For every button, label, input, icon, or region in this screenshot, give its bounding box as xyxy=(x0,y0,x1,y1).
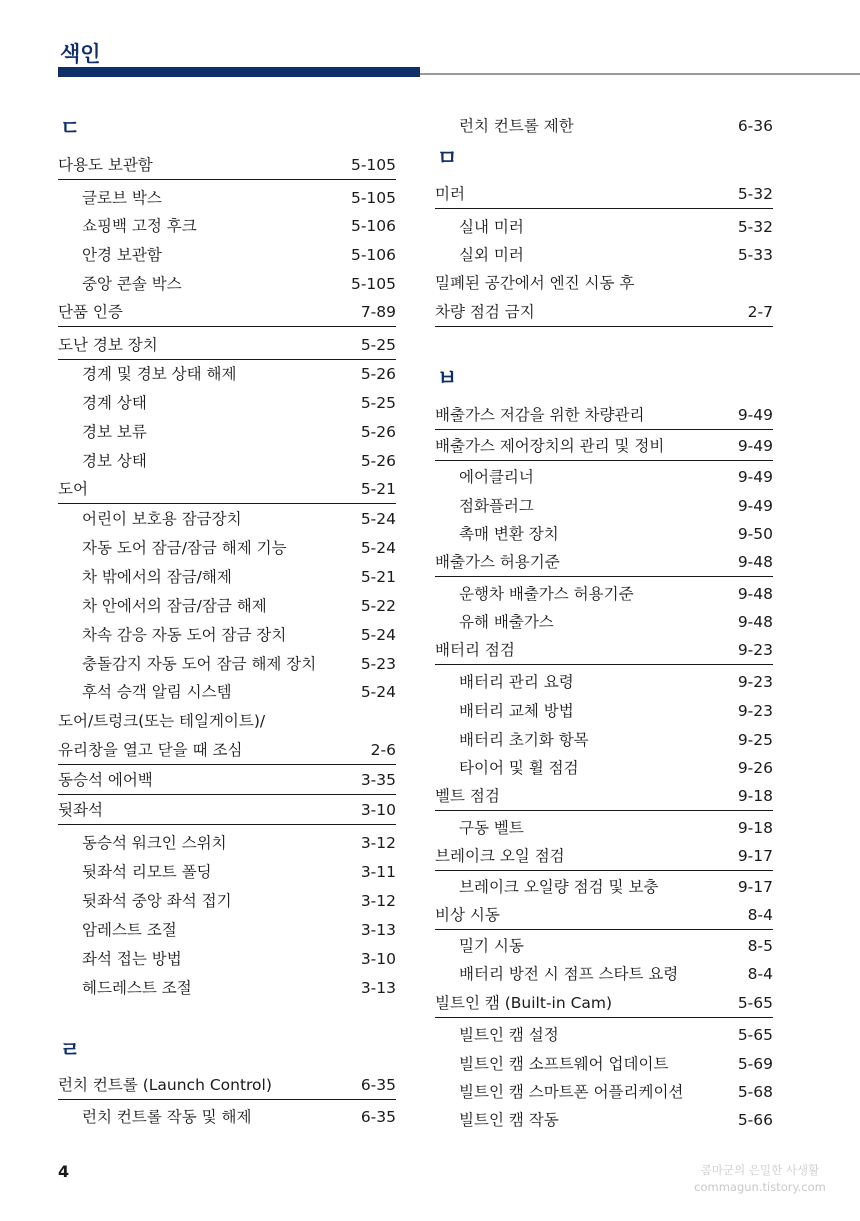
entry-page-ref: 3-35 xyxy=(360,771,396,789)
entry-page-ref: 3-10 xyxy=(360,801,396,819)
entry-label: 구동 벨트 xyxy=(459,819,524,837)
entry-label: 유리창을 열고 닫을 때 조심 xyxy=(58,741,243,759)
entry-page-ref: 5-22 xyxy=(360,597,396,615)
entry-page-ref: 9-18 xyxy=(737,787,773,805)
header-divider-dark xyxy=(58,67,420,77)
entry-label: 유해 배출가스 xyxy=(459,613,554,631)
entry-page-ref: 8-5 xyxy=(747,937,773,955)
index-entry xyxy=(58,797,396,825)
entry-page-ref: 5-65 xyxy=(737,994,773,1012)
index-subentry xyxy=(435,580,773,608)
index-subentry xyxy=(435,814,773,842)
entry-page-ref: 9-49 xyxy=(737,497,773,515)
entry-page-ref: 7-89 xyxy=(360,303,396,321)
index-subentry xyxy=(435,726,773,754)
entry-label: 경보 상태 xyxy=(82,452,147,470)
index-subentry xyxy=(435,873,773,901)
index-entry xyxy=(58,332,396,360)
entry-label: 빌트인 캠 스마트폰 어플리케이션 xyxy=(459,1083,684,1101)
index-subentry xyxy=(58,678,396,706)
index-entry xyxy=(58,737,396,765)
entry-label: 도어 xyxy=(58,480,88,498)
entry-page-ref: 3-11 xyxy=(360,863,396,881)
entry-label: 런치 컨트롤 제한 xyxy=(459,117,574,135)
entry-label: 실내 미러 xyxy=(459,218,524,236)
watermark xyxy=(660,1162,860,1196)
entry-page-ref: 9-23 xyxy=(737,673,773,691)
entry-label: 충돌감지 자동 도어 잠금 해제 장치 xyxy=(82,655,317,673)
entry-page-ref: 5-106 xyxy=(350,217,396,235)
index-subentry xyxy=(435,112,773,140)
entry-label: 배터리 관리 요령 xyxy=(459,673,574,691)
entry-label: 중앙 콘솔 박스 xyxy=(82,275,182,293)
entry-label: 동승석 워크인 스위치 xyxy=(82,834,227,852)
index-subentry xyxy=(435,1021,773,1049)
index-subentry xyxy=(435,463,773,491)
entry-page-ref: 5-25 xyxy=(360,336,396,354)
entry-page-ref: 5-24 xyxy=(360,626,396,644)
entry-label: 비상 시동 xyxy=(435,906,500,924)
index-entry xyxy=(58,1072,396,1100)
entry-page-ref: 6-35 xyxy=(360,1108,396,1126)
section-letter: ㅂ xyxy=(437,366,458,390)
entry-page-ref: 9-48 xyxy=(737,613,773,631)
entry-label: 배터리 점검 xyxy=(435,641,515,659)
index-subentry xyxy=(58,887,396,915)
index-subentry xyxy=(58,447,396,475)
index-subentry xyxy=(435,1050,773,1078)
index-subentry xyxy=(58,650,396,678)
entry-page-ref: 9-23 xyxy=(737,641,773,659)
entry-label: 도어/트렁크(또는 테일게이트)/ xyxy=(58,712,266,730)
entry-label: 브레이크 오일량 점검 및 보충 xyxy=(459,878,659,896)
index-subentry xyxy=(58,389,396,417)
index-subentry xyxy=(435,697,773,725)
index-title: 색인 xyxy=(60,42,101,66)
index-subentry xyxy=(435,1078,773,1106)
entry-page-ref: 5-65 xyxy=(737,1026,773,1044)
entry-label: 다용도 보관함 xyxy=(58,156,153,174)
entry-label: 배출가스 제어장치의 관리 및 정비 xyxy=(435,437,665,455)
entry-page-ref: 5-26 xyxy=(360,423,396,441)
index-entry xyxy=(58,299,396,327)
entry-page-ref: 5-32 xyxy=(737,185,773,203)
entry-label: 뒷좌석 중앙 좌석 접기 xyxy=(82,892,232,910)
entry-label: 타이어 및 휠 점검 xyxy=(459,759,579,777)
entry-label: 실외 미러 xyxy=(459,246,524,264)
entry-label: 차 안에서의 잠금/잠금 해제 xyxy=(82,597,267,615)
entry-page-ref: 9-26 xyxy=(737,759,773,777)
entry-page-ref: 8-4 xyxy=(747,906,773,924)
index-entry xyxy=(58,708,396,736)
index-entry xyxy=(58,476,396,504)
entry-label: 자동 도어 잠금/잠금 해제 기능 xyxy=(82,539,287,557)
index-subentry xyxy=(435,492,773,520)
entry-label: 헤드레스트 조절 xyxy=(82,979,192,997)
entry-label: 에어클리너 xyxy=(459,468,534,486)
entry-page-ref: 9-49 xyxy=(737,437,773,455)
index-entry xyxy=(435,181,773,209)
index-subentry xyxy=(58,916,396,944)
index-subentry xyxy=(58,621,396,649)
index-entry xyxy=(435,270,773,298)
entry-label: 브레이크 오일 점검 xyxy=(435,847,565,865)
index-subentry xyxy=(58,270,396,298)
entry-label: 안경 보관함 xyxy=(82,246,162,264)
entry-label: 차량 점검 금지 xyxy=(435,303,535,321)
watermark-line-1: 콤마군의 은밀한 사생활 xyxy=(700,1163,820,1177)
entry-page-ref: 5-32 xyxy=(737,218,773,236)
entry-label: 경보 보류 xyxy=(82,423,147,441)
entry-page-ref: 5-21 xyxy=(360,568,396,586)
entry-label: 벨트 점검 xyxy=(435,787,500,805)
entry-page-ref: 9-49 xyxy=(737,406,773,424)
index-entry xyxy=(435,990,773,1018)
entry-label: 차 밖에서의 잠금/해제 xyxy=(82,568,232,586)
header-divider-light xyxy=(420,73,860,75)
entry-label: 촉매 변환 장치 xyxy=(459,525,559,543)
entry-label: 후석 승객 알림 시스템 xyxy=(82,683,232,701)
entry-page-ref: 9-17 xyxy=(737,847,773,865)
entry-page-ref: 5-105 xyxy=(350,275,396,293)
entry-page-ref: 5-21 xyxy=(360,480,396,498)
index-subentry xyxy=(58,360,396,388)
entry-page-ref: 5-23 xyxy=(360,655,396,673)
entry-page-ref: 5-66 xyxy=(737,1111,773,1129)
index-entry xyxy=(435,902,773,930)
index-subentry xyxy=(435,608,773,636)
entry-label: 단품 인증 xyxy=(58,303,123,321)
watermark-line-2: commagun.tistory.com xyxy=(694,1180,826,1194)
index-subentry xyxy=(58,241,396,269)
entry-page-ref: 5-106 xyxy=(350,246,396,264)
entry-page-ref: 9-48 xyxy=(737,553,773,571)
entry-page-ref: 9-25 xyxy=(737,731,773,749)
entry-label: 배터리 교체 방법 xyxy=(459,702,574,720)
section-letter: ㅁ xyxy=(437,146,458,170)
index-entry xyxy=(435,433,773,461)
entry-page-ref: 3-13 xyxy=(360,921,396,939)
index-subentry xyxy=(435,668,773,696)
entry-page-ref: 5-68 xyxy=(737,1083,773,1101)
entry-page-ref: 6-35 xyxy=(360,1076,396,1094)
index-subentry xyxy=(58,563,396,591)
index-subentry xyxy=(58,418,396,446)
entry-page-ref: 5-69 xyxy=(737,1055,773,1073)
index-subentry xyxy=(58,829,396,857)
index-subentry xyxy=(435,520,773,548)
index-entry xyxy=(435,843,773,871)
entry-label: 빌트인 캠 설정 xyxy=(459,1026,559,1044)
entry-label: 도난 경보 장치 xyxy=(58,336,158,354)
entry-page-ref: 5-33 xyxy=(737,246,773,264)
entry-label: 쇼핑백 고정 후크 xyxy=(82,217,197,235)
entry-label: 밀폐된 공간에서 엔진 시동 후 xyxy=(435,274,635,292)
index-subentry xyxy=(58,212,396,240)
entry-page-ref: 3-13 xyxy=(360,979,396,997)
entry-page-ref: 6-36 xyxy=(737,117,773,135)
entry-page-ref: 9-18 xyxy=(737,819,773,837)
index-subentry xyxy=(435,754,773,782)
index-entry xyxy=(58,152,396,180)
index-entry xyxy=(435,402,773,430)
index-subentry xyxy=(58,945,396,973)
entry-label: 밀기 시동 xyxy=(459,937,524,955)
entry-label: 운행차 배출가스 허용기준 xyxy=(459,585,634,603)
entry-page-ref: 9-17 xyxy=(737,878,773,896)
entry-label: 좌석 접는 방법 xyxy=(82,950,182,968)
index-subentry xyxy=(435,960,773,988)
index-entry xyxy=(435,637,773,665)
entry-label: 암레스트 조절 xyxy=(82,921,177,939)
entry-label: 런치 컨트롤 (Launch Control) xyxy=(58,1076,272,1094)
entry-page-ref: 9-23 xyxy=(737,702,773,720)
entry-label: 배터리 방전 시 점프 스타트 요령 xyxy=(459,965,679,983)
entry-label: 미러 xyxy=(435,185,465,203)
section-letter: ㄷ xyxy=(60,116,81,140)
index-subentry xyxy=(58,505,396,533)
page-number: 4 xyxy=(58,1162,70,1181)
index-entry xyxy=(435,299,773,327)
entry-label: 배터리 초기화 항목 xyxy=(459,731,589,749)
entry-page-ref: 5-24 xyxy=(360,539,396,557)
entry-label: 빌트인 캠 (Built-in Cam) xyxy=(435,994,613,1012)
entry-label: 배출가스 허용기준 xyxy=(435,553,560,571)
entry-page-ref: 8-4 xyxy=(747,965,773,983)
index-entry xyxy=(435,783,773,811)
index-subentry xyxy=(58,184,396,212)
entry-page-ref: 3-12 xyxy=(360,834,396,852)
index-subentry xyxy=(435,932,773,960)
entry-label: 점화플러그 xyxy=(459,497,534,515)
entry-label: 차속 감응 자동 도어 잠금 장치 xyxy=(82,626,287,644)
entry-page-ref: 5-105 xyxy=(350,189,396,207)
index-subentry xyxy=(58,858,396,886)
entry-page-ref: 5-24 xyxy=(360,683,396,701)
index-entry xyxy=(435,549,773,577)
entry-page-ref: 3-12 xyxy=(360,892,396,910)
index-subentry xyxy=(58,1103,396,1131)
entry-label: 뒷좌석 리모트 폴딩 xyxy=(82,863,212,881)
entry-page-ref: 2-7 xyxy=(747,303,773,321)
entry-page-ref: 5-25 xyxy=(360,394,396,412)
index-subentry xyxy=(58,974,396,1002)
entry-label: 뒷좌석 xyxy=(58,801,103,819)
index-subentry xyxy=(58,592,396,620)
entry-page-ref: 3-10 xyxy=(360,950,396,968)
entry-page-ref: 9-49 xyxy=(737,468,773,486)
entry-label: 동승석 에어백 xyxy=(58,771,153,789)
entry-label: 런치 컨트롤 작동 및 해제 xyxy=(82,1108,252,1126)
entry-label: 글로브 박스 xyxy=(82,189,162,207)
entry-label: 경계 및 경보 상태 해제 xyxy=(82,365,237,383)
entry-label: 빌트인 캠 소프트웨어 업데이트 xyxy=(459,1055,669,1073)
entry-page-ref: 2-6 xyxy=(370,741,396,759)
entry-page-ref: 9-48 xyxy=(737,585,773,603)
entry-label: 경계 상태 xyxy=(82,394,147,412)
entry-label: 빌트인 캠 작동 xyxy=(459,1111,559,1129)
entry-page-ref: 5-24 xyxy=(360,510,396,528)
index-subentry xyxy=(435,1106,773,1134)
entry-page-ref: 9-50 xyxy=(737,525,773,543)
entry-page-ref: 5-26 xyxy=(360,365,396,383)
index-subentry xyxy=(435,241,773,269)
entry-page-ref: 5-26 xyxy=(360,452,396,470)
index-subentry xyxy=(58,534,396,562)
entry-page-ref: 5-105 xyxy=(350,156,396,174)
index-entry xyxy=(58,767,396,795)
index-subentry xyxy=(435,213,773,241)
entry-label: 어린이 보호용 잠금장치 xyxy=(82,510,242,528)
entry-label: 배출가스 저감을 위한 차량관리 xyxy=(435,406,645,424)
section-letter: ㄹ xyxy=(60,1038,81,1062)
